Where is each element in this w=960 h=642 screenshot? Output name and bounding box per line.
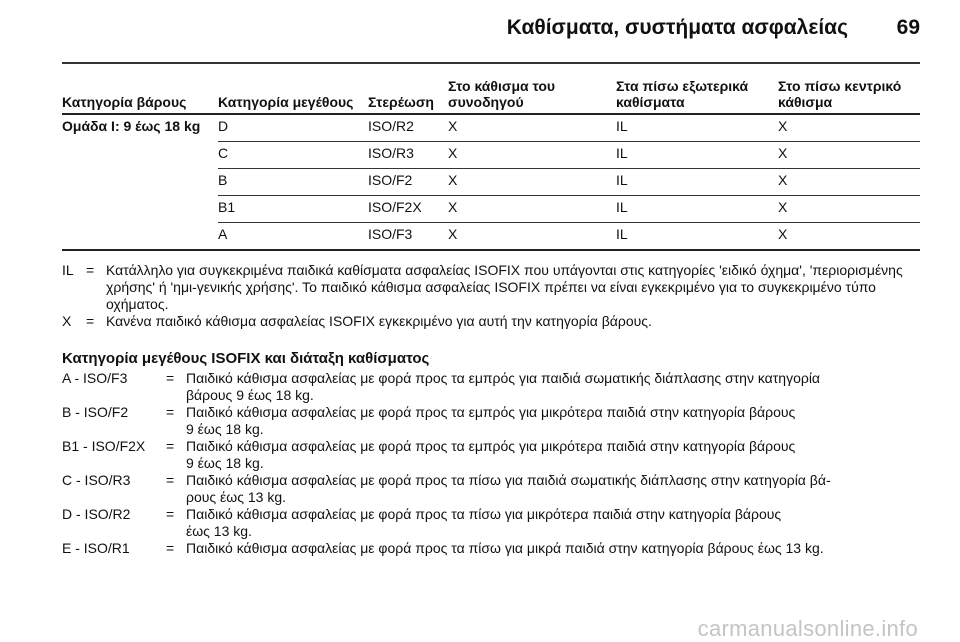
size-cell: B1 [218,196,368,223]
rear-center-cell: X [778,169,920,196]
column-header: Κατηγορία μεγέθους [218,78,368,114]
rear-outer-cell: IL [616,142,778,169]
table-row [62,223,920,251]
definition-item [62,370,920,404]
equals-sign: = [86,262,95,278]
definition-item [62,540,920,557]
page-number: 69 [896,16,920,39]
legend-key: IL [62,262,74,278]
definition-item [62,438,920,472]
watermark: carmanualsonline.info [697,616,918,641]
legend-key: X [62,313,72,329]
equals-sign: = [166,370,175,386]
definition-key: A - ISO/F3 [62,370,128,386]
definition-key: D - ISO/R2 [62,506,131,522]
table-row [62,142,920,169]
definition-line: Παιδικό κάθισμα ασφαλείας με φορά προς τα εμπρός για παιδιά σωματικής διάπλασης στην κατηγορία [186,370,821,386]
definition-line: 9 έως 18 kg. [186,455,264,471]
definition-line: Παιδικό κάθισμα ασφαλείας με φορά προς τα εμπρός για μικρότερα παιδιά στην κατηγορία βάρους [186,438,796,454]
table-header-row [62,78,920,114]
fixture-cell: ISO/F3 [368,223,448,251]
definition-item [62,506,920,540]
rear-center-cell: X [778,114,920,142]
size-cell: C [218,142,368,169]
column-header: Κατηγορία βάρους [62,78,218,114]
definition-key: C - ISO/R3 [62,472,131,488]
definition-line: 9 έως 18 kg. [186,421,264,437]
fixture-cell: ISO/F2 [368,169,448,196]
weight-group-cell [62,169,218,196]
rear-center-cell: X [778,142,920,169]
rear-outer-cell: IL [616,196,778,223]
definition-line: Παιδικό κάθισμα ασφαλείας με φορά προς τα πίσω για παιδιά σωματικής διάπλασης στην κατηγορία βά- [186,472,831,488]
size-cell: D [218,114,368,142]
front-seat-cell: X [448,142,616,169]
definition-key: E - ISO/R1 [62,540,130,556]
definition-text [186,506,920,540]
equals-sign: = [166,540,175,556]
front-seat-cell: X [448,114,616,142]
weight-group-cell [62,196,218,223]
legend-item [62,313,920,330]
weight-group-cell [62,223,218,251]
definition-line: Παιδικό κάθισμα ασφαλείας με φορά προς τα πίσω για μικρότερα παιδιά στην κατηγορία βάρους [186,506,782,522]
table-row [62,169,920,196]
equals-sign: = [166,472,175,488]
section-title: Κατηγορία μεγέθους ISOFIX και διάταξη καθίσματος [62,350,430,367]
page-title: Καθίσματα, συστήματα ασφαλείας [506,16,848,39]
definition-text [186,540,920,557]
equals-sign: = [166,506,175,522]
equals-sign: = [166,438,175,454]
definition-line: Παιδικό κάθισμα ασφαλείας με φορά προς τα πίσω για μικρά παιδιά στην κατηγορία βάρους έως 13 kg. [186,540,824,556]
table-row [62,114,920,142]
definition-item [62,472,920,506]
definition-text [186,404,920,438]
isofix-table [62,78,920,251]
fixture-cell: ISO/F2X [368,196,448,223]
definition-key: B - ISO/F2 [62,404,129,420]
definition-line: έως 13 kg. [186,523,252,539]
rear-outer-cell: IL [616,169,778,196]
column-header: Στο κάθισμα του συνοδηγού [448,78,616,114]
definition-text [186,438,920,472]
definition-key: B1 - ISO/F2X [62,438,146,454]
rear-outer-cell: IL [616,114,778,142]
definition-line: ρους έως 13 kg. [186,489,286,505]
column-header: Στο πίσω κεντρικό κάθισμα [778,78,920,114]
legend-text: Κανένα παιδικό κάθισμα ασφαλείας ISOFIX εγκεκριμένο για αυτή την κατηγορία βάρους. [106,313,652,329]
front-seat-cell: X [448,223,616,251]
weight-group-cell [62,142,218,169]
size-cell: A [218,223,368,251]
rear-outer-cell: IL [616,223,778,251]
size-cell: B [218,169,368,196]
front-seat-cell: X [448,169,616,196]
legend [62,262,920,330]
equals-sign: = [86,313,95,329]
fixture-cell: ISO/R3 [368,142,448,169]
fixture-cell: ISO/R2 [368,114,448,142]
equals-sign: = [166,404,175,420]
legend-item [62,262,920,313]
table-row [62,196,920,223]
definition-text [186,472,920,506]
legend-text: Κατάλληλο για συγκεκριμένα παιδικά καθίσματα ασφαλείας ISOFIX που υπάγονται στις κατηγορίες 'ειδικό όχημα', 'περιορισμένης χρήσης' ή 'ημι-γενικής χρήσης'. Το παιδικό κάθισμα ασφαλείας ISOFIX πρέπει να είναι εγκεκριμένο για το συγκεκριμένο τύπο οχήματος. [106,262,903,312]
column-header: Στερέωση [368,78,448,114]
definition-item [62,404,920,438]
definition-text [186,370,920,404]
page-header [62,0,920,64]
weight-group-cell: Ομάδα I: 9 έως 18 kg [62,118,201,134]
column-header: Στα πίσω εξωτερικά καθίσματα [616,78,778,114]
front-seat-cell: X [448,196,616,223]
definition-line: βάρους 9 έως 18 kg. [186,387,314,403]
size-class-definitions [62,370,920,557]
definition-line: Παιδικό κάθισμα ασφαλείας με φορά προς τα εμπρός για μικρότερα παιδιά στην κατηγορία βάρους [186,404,796,420]
rear-center-cell: X [778,223,920,251]
rear-center-cell: X [778,196,920,223]
